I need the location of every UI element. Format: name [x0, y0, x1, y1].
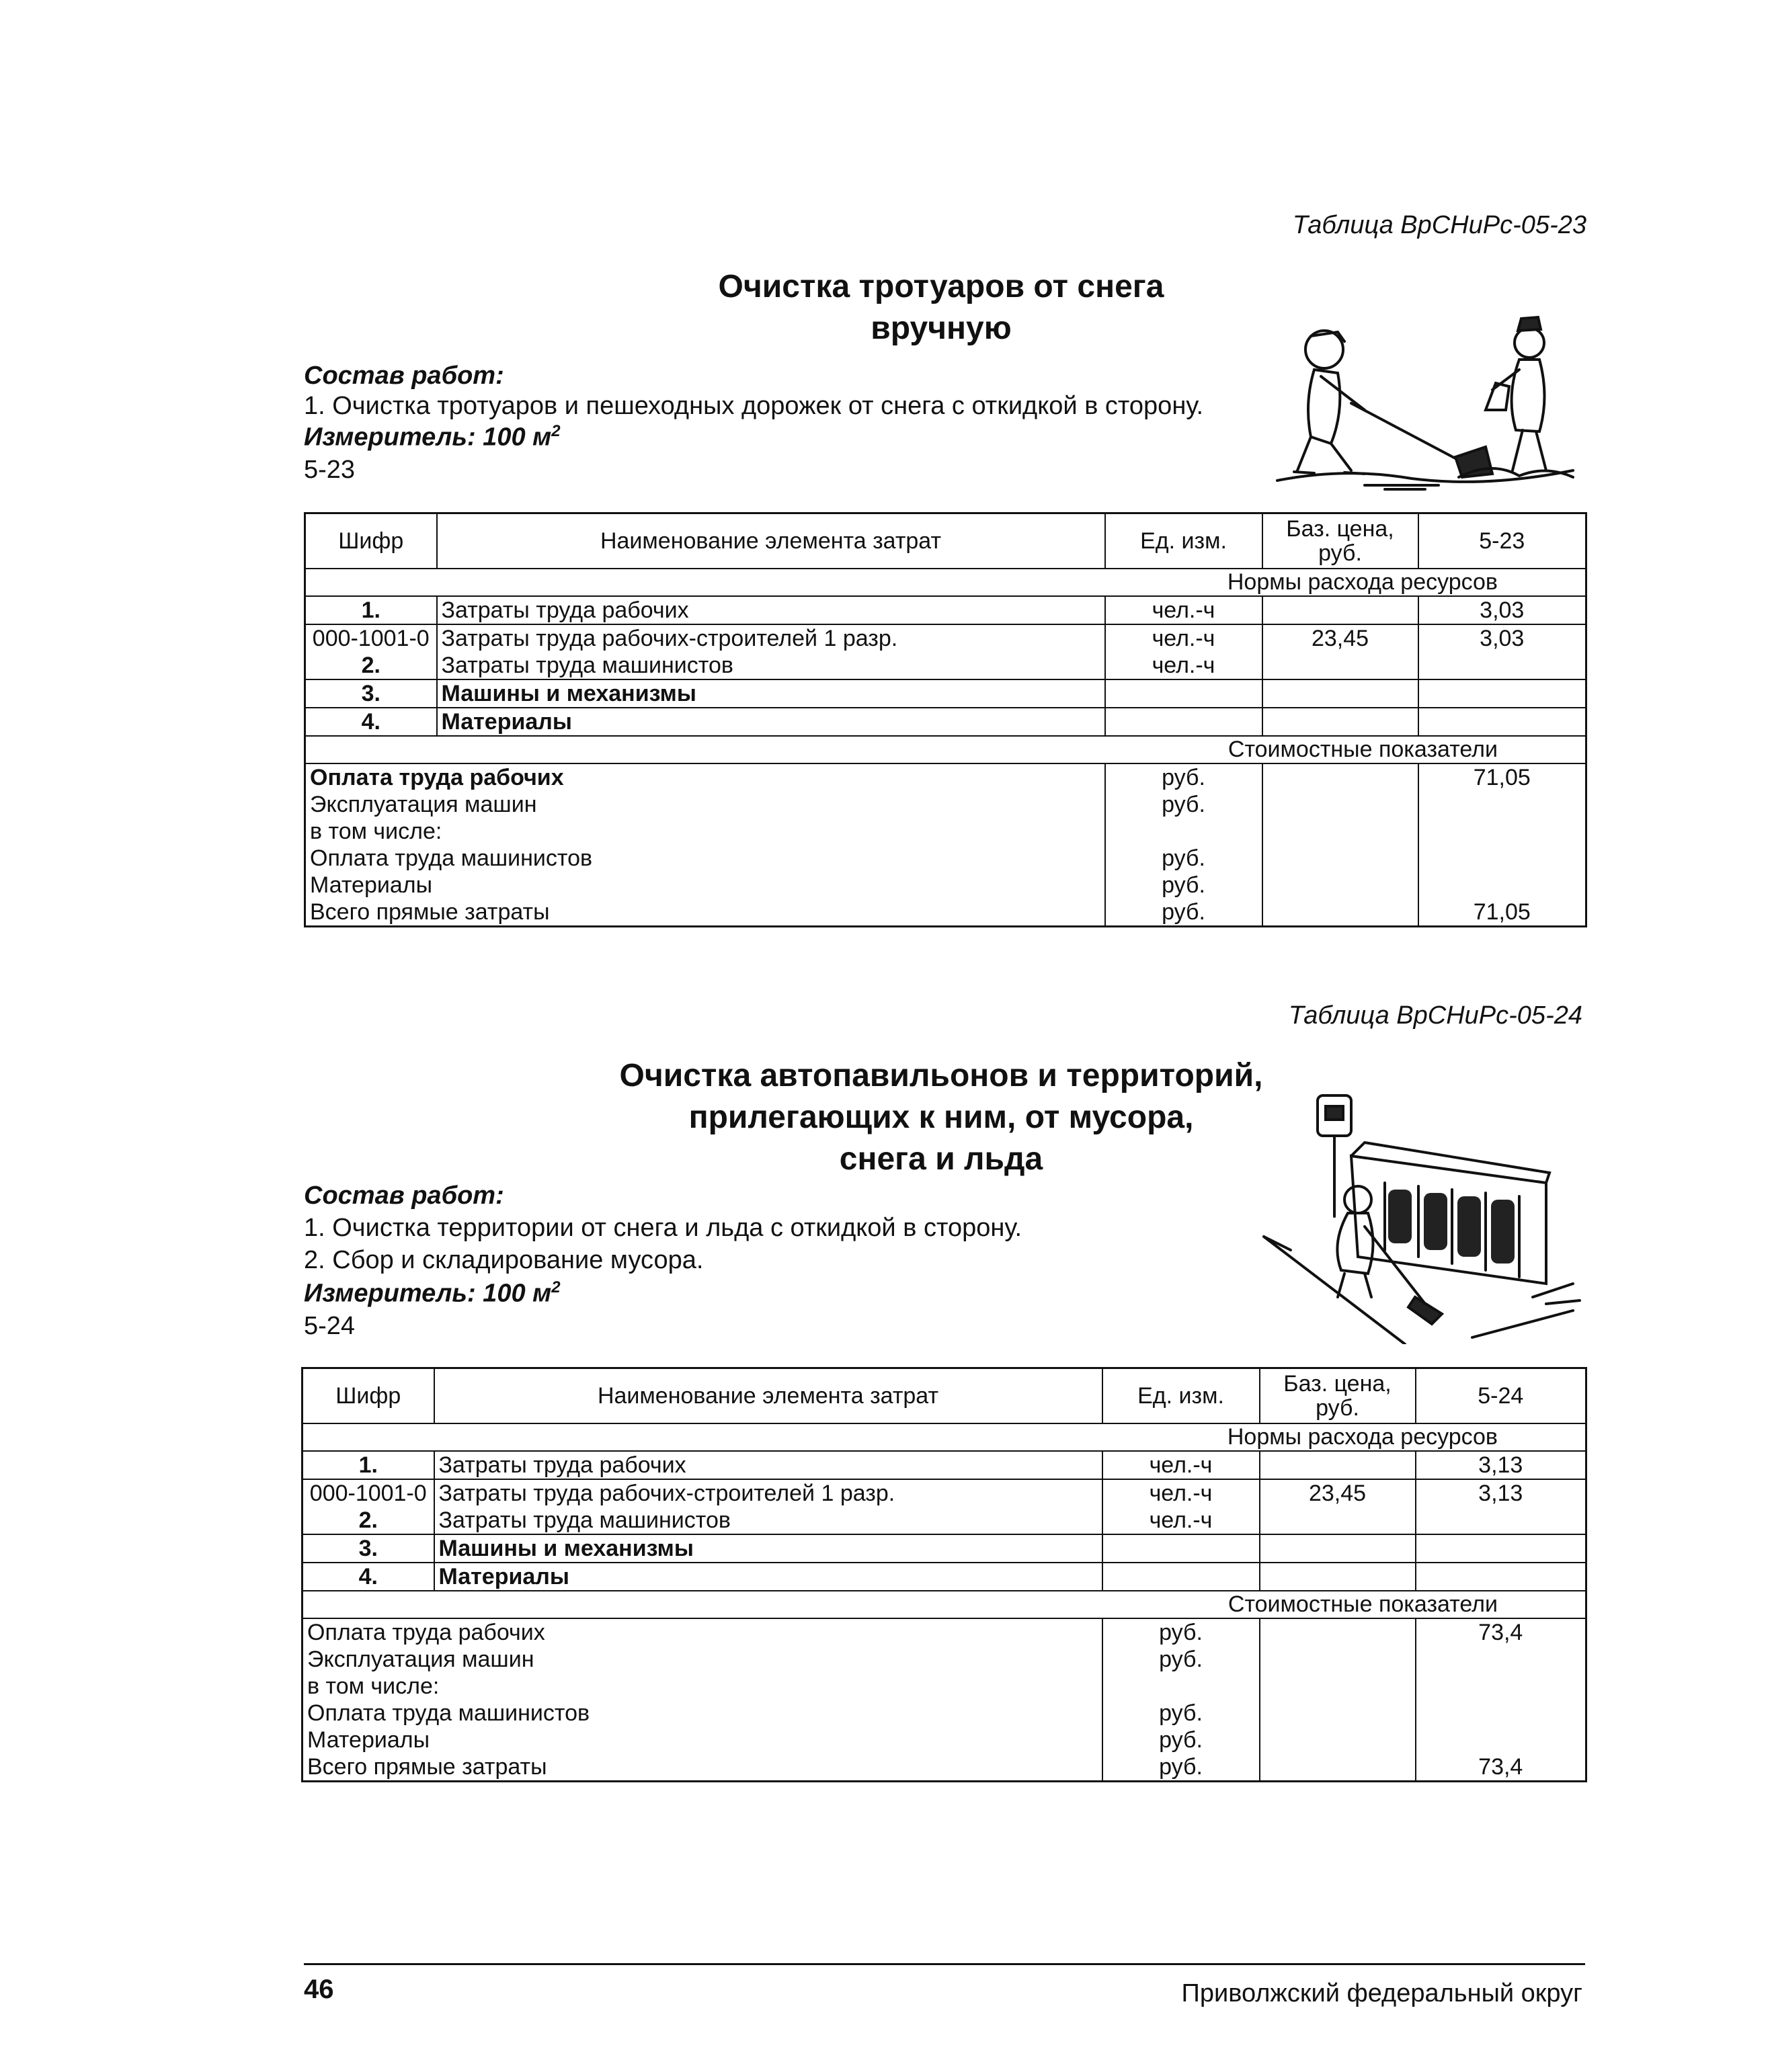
cell-name: Машины и механизмы [437, 679, 1105, 708]
cost-price [1262, 818, 1418, 845]
cell-unit: чел.-ч [1105, 596, 1262, 624]
cell-name: Машины и механизмы [434, 1534, 1102, 1563]
header-price: Баз. цена, руб. [1260, 1368, 1416, 1424]
cost-price [1260, 1753, 1416, 1782]
cell-price [1262, 679, 1418, 708]
cost-row [303, 1618, 1586, 1646]
cost-name: в том числе: [305, 818, 1105, 845]
cell-value [1416, 1563, 1586, 1591]
cell-unit [1105, 679, 1262, 708]
cost-price [1260, 1646, 1416, 1673]
cost-price [1262, 872, 1418, 899]
cost-value: 73,4 [1478, 1620, 1523, 1645]
table-row [305, 624, 1586, 652]
cost-unit [1102, 1673, 1260, 1700]
cost-name: в том числе: [303, 1673, 1102, 1700]
cell-name: Затраты труда рабочих-строителей 1 разр. [434, 1479, 1102, 1507]
cost-value: 71,05 [1473, 765, 1531, 790]
cost-value [1416, 1673, 1586, 1700]
cell-name: Затраты труда машинистов [437, 652, 1105, 679]
cost-value [1418, 791, 1586, 818]
cost-band: Стоимостные показатели [305, 736, 1586, 763]
cost-price [1262, 899, 1418, 927]
title-line: Очистка тротуаров от снега [718, 269, 1164, 304]
norms-band: Нормы расхода ресурсов [305, 569, 1586, 596]
cost-name: Оплата труда рабочих [305, 763, 1105, 791]
work-item: 2. Сбор и складирование мусора. [304, 1246, 704, 1274]
cell-unit: чел.-ч [1102, 1451, 1260, 1479]
cost-price [1262, 845, 1418, 872]
meter-label [304, 1278, 561, 1309]
cost-price [1262, 791, 1418, 818]
cost-unit: руб. [1102, 1727, 1260, 1753]
cost-row [305, 818, 1586, 845]
cell-unit [1105, 708, 1262, 736]
cost-name: Всего прямые затраты [303, 1753, 1102, 1782]
cell-cipher: 4. [305, 708, 437, 736]
meter-sup: 2 [551, 422, 561, 440]
cost-row [305, 845, 1586, 872]
cell-name: Материалы [434, 1563, 1102, 1591]
cell-value [1418, 652, 1586, 679]
cost-row [303, 1700, 1586, 1727]
cost-name: Материалы [305, 872, 1105, 899]
table-row [305, 679, 1586, 708]
cell-cipher: 000-1001-0 [305, 624, 437, 652]
cost-name: Эксплуатация машин [305, 791, 1105, 818]
cost-unit: руб. [1105, 872, 1262, 899]
header-unit: Ед. изм. [1102, 1368, 1260, 1424]
table-row [303, 1563, 1586, 1591]
cost-value [1418, 818, 1586, 845]
footer-region: Приволжский федеральный округ [1181, 1979, 1582, 2007]
table-row [303, 1507, 1586, 1534]
cost-price [1260, 1673, 1416, 1700]
cell-cipher: 4. [303, 1563, 434, 1591]
header-unit: Ед. изм. [1105, 513, 1262, 569]
cost-price [1260, 1618, 1416, 1646]
cell-price [1262, 596, 1418, 624]
cost-row [303, 1673, 1586, 1700]
section-title [538, 1055, 1344, 1180]
cell-price [1260, 1451, 1416, 1479]
cell-price [1260, 1507, 1416, 1534]
cost-unit: руб. [1105, 763, 1262, 791]
cost-name: Оплата труда машинистов [305, 845, 1105, 872]
cost-unit: руб. [1105, 791, 1262, 818]
cost-row [305, 872, 1586, 899]
cost-name: Оплата труда машинистов [303, 1700, 1102, 1727]
cell-value: 3,13 [1478, 1481, 1523, 1506]
table-row [305, 708, 1586, 736]
work-item: 1. Очистка территории от снега и льда с откидкой в сторону. [304, 1214, 1022, 1242]
cost-value [1416, 1646, 1586, 1673]
footer-rule [304, 1963, 1585, 1965]
cell-price [1260, 1563, 1416, 1591]
cell-cipher: 1. [303, 1451, 434, 1479]
table-row [303, 1534, 1586, 1563]
cell-price [1260, 1534, 1416, 1563]
norms-band: Нормы расхода ресурсов [303, 1423, 1586, 1451]
cost-price [1260, 1700, 1416, 1727]
cell-unit: чел.-ч [1102, 1507, 1260, 1534]
cell-name: Материалы [437, 708, 1105, 736]
cell-cipher: 000-1001-0 [303, 1479, 434, 1507]
cell-cipher: 3. [305, 679, 437, 708]
cost-value [1416, 1700, 1586, 1727]
cell-value: 3,13 [1416, 1451, 1586, 1479]
cost-unit: руб. [1102, 1700, 1260, 1727]
cell-unit [1102, 1563, 1260, 1591]
cost-row [303, 1753, 1586, 1782]
cell-price [1262, 652, 1418, 679]
cell-value: 3,03 [1418, 596, 1586, 624]
title-line: Очистка автопавильонов и территорий, [619, 1058, 1263, 1093]
cost-value [1418, 872, 1586, 899]
bus-stop-cleaning-illustration [1250, 1082, 1586, 1344]
work-item: 1. Очистка тротуаров и пешеходных дорожек от снега с откидкой в сторону. [304, 392, 1204, 420]
cell-value [1418, 708, 1586, 736]
norm-code: 5-24 [304, 1312, 356, 1340]
cell-cipher: 3. [303, 1534, 434, 1563]
cell-unit [1102, 1534, 1260, 1563]
table-code: Таблица ВрСНиРс-05-23 [1292, 211, 1586, 239]
table-row [303, 1451, 1586, 1479]
cost-name: Всего прямые затраты [305, 899, 1105, 927]
cost-unit [1105, 818, 1262, 845]
cell-value [1416, 1507, 1586, 1534]
cost-row [303, 1646, 1586, 1673]
cost-row [305, 899, 1586, 927]
cost-name: Материалы [303, 1727, 1102, 1753]
cell-cipher: 1. [305, 596, 437, 624]
norm-code: 5-23 [304, 456, 356, 484]
header-name: Наименование элемента затрат [434, 1368, 1102, 1424]
cost-value: 73,4 [1478, 1754, 1523, 1780]
cost-row [303, 1727, 1586, 1753]
cell-price [1262, 708, 1418, 736]
cost-value [1416, 1727, 1586, 1753]
cost-unit: руб. [1102, 1646, 1260, 1673]
cell-value: 3,03 [1480, 626, 1525, 651]
cell-unit: чел.-ч [1105, 652, 1262, 679]
title-line: вручную [871, 310, 1012, 346]
meter-sup: 2 [551, 1278, 561, 1296]
meter-text: Измеритель: 100 м [304, 1279, 552, 1308]
title-line: прилегающих к ним, от мусора, [688, 1100, 1194, 1135]
table-row [305, 596, 1586, 624]
snow-shoveling-illustration [1264, 309, 1586, 491]
norms-table [304, 512, 1587, 927]
cost-unit: руб. [1102, 1618, 1260, 1646]
page-number: 46 [304, 1975, 334, 2004]
header-cipher: Шифр [303, 1368, 434, 1424]
cell-value [1418, 679, 1586, 708]
section-title [605, 266, 1277, 349]
cell-unit: чел.-ч [1102, 1479, 1260, 1507]
meter-text: Измеритель: 100 м [304, 423, 552, 452]
table-row [303, 1479, 1586, 1507]
cost-row [305, 791, 1586, 818]
cell-price: 23,45 [1260, 1479, 1416, 1507]
title-line: снега и льда [839, 1141, 1043, 1177]
header-price: Баз. цена, руб. [1262, 513, 1418, 569]
meter-label [304, 422, 561, 452]
cell-name: Затраты труда рабочих [437, 596, 1105, 624]
table-code: Таблица ВрСНиРс-05-24 [1288, 1001, 1582, 1030]
table-row [305, 652, 1586, 679]
cell-cipher: 2. [305, 652, 437, 679]
cost-name: Оплата труда рабочих [303, 1618, 1102, 1646]
cost-band: Стоимостные показатели [303, 1591, 1586, 1618]
cell-name: Затраты труда машинистов [434, 1507, 1102, 1534]
cost-value [1418, 845, 1586, 872]
cell-price: 23,45 [1262, 624, 1418, 652]
header-code: 5-23 [1418, 513, 1586, 569]
header-code: 5-24 [1416, 1368, 1586, 1424]
cost-price [1262, 763, 1418, 791]
cost-unit: руб. [1105, 845, 1262, 872]
cost-name: Эксплуатация машин [303, 1646, 1102, 1673]
cell-unit: чел.-ч [1105, 624, 1262, 652]
cell-value [1416, 1534, 1586, 1563]
cost-unit: руб. [1105, 899, 1262, 927]
header-cipher: Шифр [305, 513, 437, 569]
cost-unit: руб. [1102, 1753, 1260, 1782]
cell-cipher: 2. [303, 1507, 434, 1534]
work-composition-label: Состав работ: [304, 1182, 504, 1210]
header-name: Наименование элемента затрат [437, 513, 1105, 569]
cost-value: 71,05 [1473, 899, 1531, 925]
cell-name: Затраты труда рабочих [434, 1451, 1102, 1479]
cost-price [1260, 1727, 1416, 1753]
cell-name: Затраты труда рабочих-строителей 1 разр. [437, 624, 1105, 652]
work-composition-label: Состав работ: [304, 362, 504, 390]
norms-table [301, 1367, 1587, 1782]
cost-row [305, 763, 1586, 791]
